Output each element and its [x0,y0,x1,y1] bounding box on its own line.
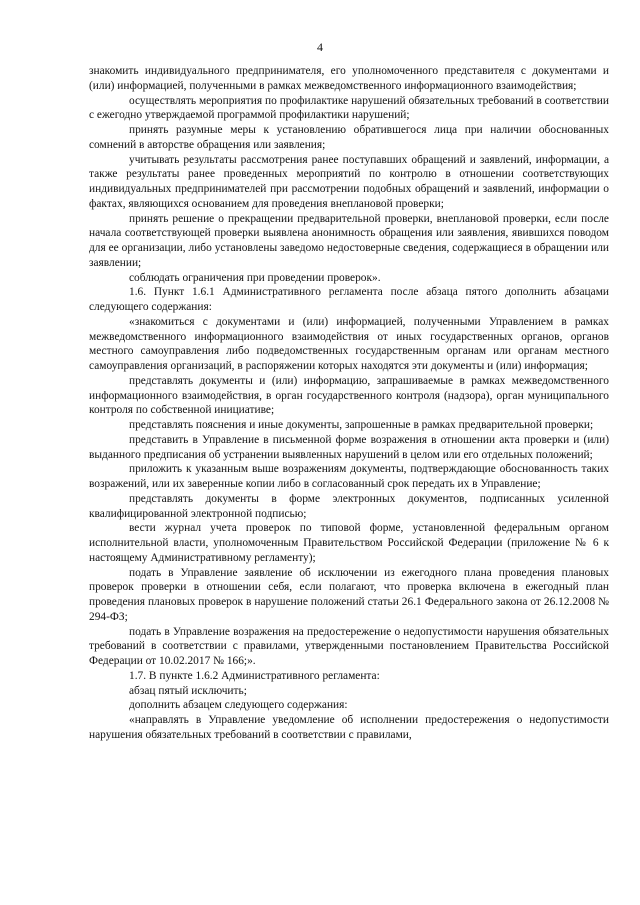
paragraph: представить в Управление в письменной форме возражения в отношении акта проверки и (или) выданного предписания об устранении выявленных нарушений в целом или его отдельных положений; [89,433,609,461]
page-number: 4 [317,40,323,54]
paragraph: «направлять в Управление уведомление об исполнении предостережения о недопустимости нарушения обязательных требований в соответствии с правилами, [89,714,609,741]
paragraph: дополнить абзацем следующего содержания: [129,699,348,712]
paragraph: подать в Управление возражения на предостережение о недопустимости нарушения обязательных требований в соответствии с правилами, утвержденными постановлением Правительства Российской Федерации от 10.02.2017 № 166;». [89,625,609,667]
document-body [89,64,609,743]
paragraph: принять решение о прекращении предварительной проверки, внеплановой проверки, если после начала соответствующей проверки выявлена анонимность обращения или заявления, явившихся поводом для ее организации, либо установлены заведомо недостоверные сведения, содержащиеся в обращении или заявлении; [89,212,609,269]
paragraph: подать в Управление заявление об исключении из ежегодного плана проведения плановых проверок проверки в отношении себя, если полагают, что проверка включена в ежегодный план проведения плановых проверок в нарушение положений статьи 26.1 Федерального закона от 26.12.2008 № 294-ФЗ; [89,566,609,623]
paragraph: приложить к указанным выше возражениям документы, подтверждающие обоснованность таких возражений, или их заверенные копии либо в согласованный срок передать их в Управление; [89,463,609,490]
paragraph-continuation: знакомить индивидуального предпринимателя, его уполномоченного представителя с документами и (или) информацией, полученными в рамках межведомственного информационного взаимодействия; [89,65,609,92]
paragraph: представлять документы в форме электронных документов, подписанных усиленной квалифицированной электронной подписью; [89,492,609,520]
paragraph-clause-1-6: 1.6. Пункт 1.6.1 Административного регламента после абзаца пятого дополнить абзацами следующего содержания: [89,286,609,313]
paragraph: вести журнал учета проверок по типовой форме, установленной федеральным органом исполнительной власти, уполномоченным Правительством Российской Федерации (приложение № 6 к настоящему Административному регламенту); [89,522,609,564]
paragraph: «знакомиться с документами и (или) информацией, полученными Управлением в рамках межведомственного информационного взаимодействия от иных государственных органов, органов местного самоуправления либо подведомственных государственным органам или органам местного самоуправления организаций, в распоряжении которых находятся эти документы и (или) информация; [89,315,609,372]
paragraph: представлять документы и (или) информацию, запрашиваемые в рамках межведомственного информационного взаимодействия, в орган государственного контроля (надзора), орган муниципального контроля по собственной инициативе; [89,374,609,417]
paragraph: учитывать результаты рассмотрения ранее поступавших обращений и заявлений, информации, а также результаты ранее проведенных мероприятий по контролю в отношении соответствующих индивидуальных предпринимателей при рассмотрении подобных обращений и заявлений, информации о фактах, являющихся основанием для проведения внеплановой проверки; [89,153,609,210]
paragraph: соблюдать ограничения при проведении проверок». [129,271,381,284]
paragraph: абзац пятый исключить; [129,684,247,697]
paragraph-clause-1-7: 1.7. В пункте 1.6.2 Административного регламента: [129,669,380,682]
paragraph: представлять пояснения и иные документы, запрошенные в рамках предварительной проверки; [129,419,594,431]
paragraph: принять разумные меры к установлению обратившегося лица при наличии обоснованных сомнений в авторстве обращения или заявления; [89,124,609,151]
paragraph: осуществлять мероприятия по профилактике нарушений обязательных требований в соответствии с ежегодно утверждаемой программой профилактики нарушений; [89,94,609,122]
